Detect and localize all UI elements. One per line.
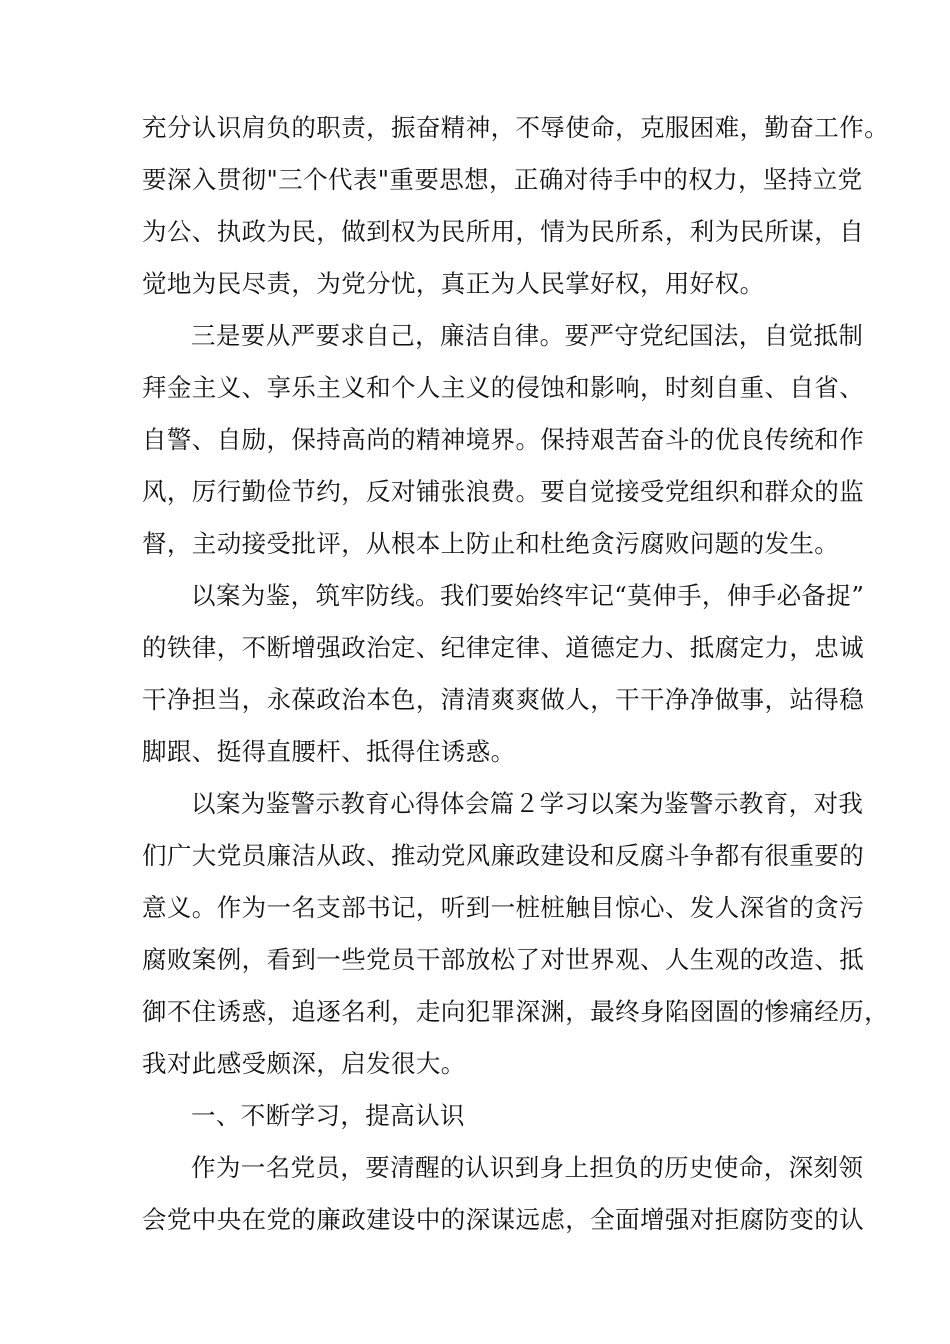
section-heading: 一、不断学习，提高认识 <box>191 1101 465 1130</box>
paragraph-first-line: 以案为鉴警示教育心得体会篇２学习以案为鉴警示教育，对我 <box>191 789 864 818</box>
text-line: 充分认识肩负的职责，振奋精神，不辱使命，克服困难，勤奋工作。 <box>142 113 889 142</box>
text-line: 风，厉行勤俭节约，反对铺张浪费。要自觉接受党组织和群众的监 <box>142 477 865 506</box>
paragraph-first-line: 三是要从严要求自己，廉洁自律。要严守党纪国法，自觉抵制 <box>191 321 864 350</box>
text-line: 要深入贯彻"三个代表"重要思想，正确对待手中的权力，坚持立党 <box>142 165 863 194</box>
text-line: 为公、执政为民，做到权为民所用，情为民所系，利为民所谋，自 <box>142 217 865 246</box>
text-line: 脚跟、挺得直腰杆、抵得住诱惑。 <box>142 737 516 766</box>
text-line: 腐败案例，看到一些党员干部放松了对世界观、人生观的改造、抵 <box>142 945 865 974</box>
document-body <box>142 102 889 1246</box>
paragraph-first-line: 以案为鉴，筑牢防线。我们要始终牢记“莫伸手，伸手必备捉” <box>191 581 865 610</box>
text-line: 御不住诱惑，追逐名利，走向犯罪深渊，最终身陷囹圄的惨痛经历， <box>142 997 889 1026</box>
text-line: 我对此感受颇深，启发很大。 <box>142 1049 466 1078</box>
text-line: 们广大党员廉洁从政、推动党风廉政建设和反腐斗争都有很重要的 <box>142 841 865 870</box>
text-line: 的铁律，不断增强政治定、纪律定律、道德定力、抵腐定力，忠诚 <box>142 633 865 662</box>
text-line: 自警、自励，保持高尚的精神境界。保持艰苦奋斗的优良传统和作 <box>142 425 865 454</box>
paragraph-first-line: 作为一名党员，要清醒的认识到身上担负的历史使命，深刻领 <box>191 1153 864 1182</box>
text-line: 觉地为民尽责，为党分忧，真正为人民掌好权，用好权。 <box>142 269 765 298</box>
text-line: 意义。作为一名支部书记，听到一桩桩触目惊心、发人深省的贪污 <box>142 893 865 922</box>
text-line: 督，主动接受批评，从根本上防止和杜绝贪污腐败问题的发生。 <box>142 529 840 558</box>
text-line: 会党中央在党的廉政建设中的深谋远虑，全面增强对拒腐防变的认 <box>142 1205 865 1234</box>
text-line: 拜金主义、享乐主义和个人主义的侵蚀和影响，时刻自重、自省、 <box>142 373 865 402</box>
text-line: 干净担当，永葆政治本色，清清爽爽做人，干干净净做事，站得稳 <box>142 685 865 714</box>
